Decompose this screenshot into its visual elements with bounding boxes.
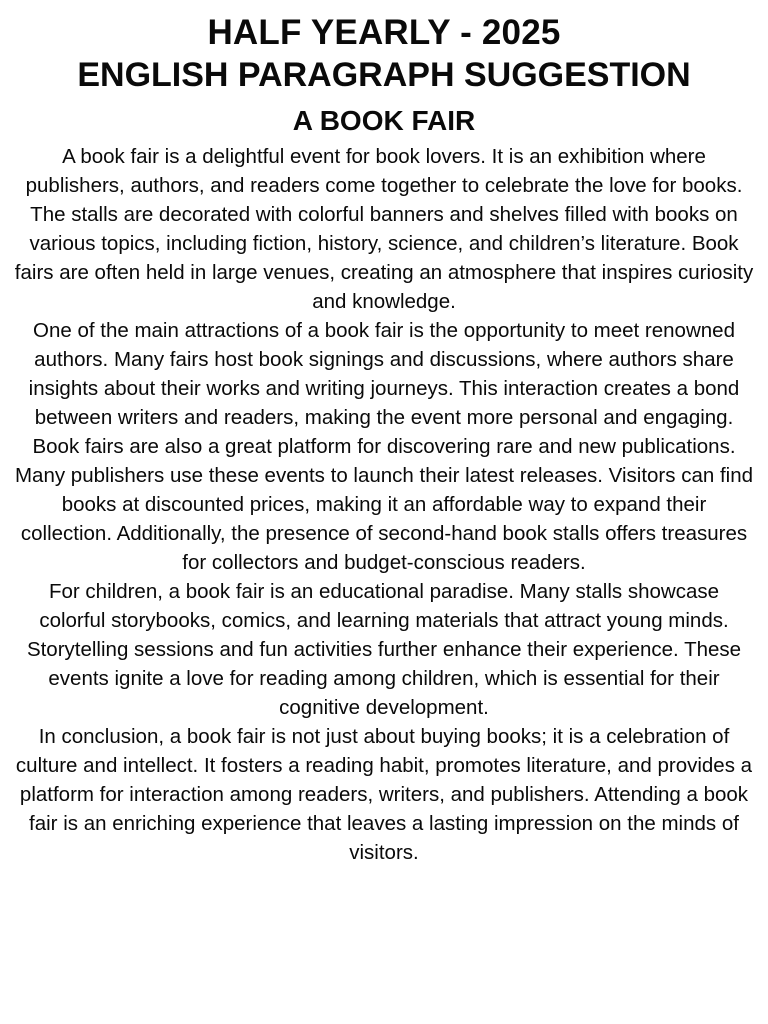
paragraph-publications: Book fairs are also a great platform for discovering rare and new publications. Many publishers use these events to launch their latest releases. Visitors can find books at discounted prices, making it an affordable way to expand their collection. Additionally, the presence of second-hand book stalls offers treasures for collectors and budget-conscious readers. (14, 435, 754, 574)
document-title: ENGLISH PARAGRAPH SUGGESTION (77, 56, 691, 94)
paragraph-intro: A book fair is a delightful event for book lovers. It is an exhibition where publishers, authors, and readers come together to celebrate the love for books. The stalls are decorated with colorful banners and shelves filled with books on various topics, including fiction, history, science, and children’s literature. Book fairs are often held in large venues, creating an atmosphere that inspires curiosity and knowledge. (14, 145, 754, 313)
topic-title: A BOOK FAIR (292, 105, 476, 136)
exam-title: HALF YEARLY - 2025 (207, 13, 561, 52)
paragraph-children: For children, a book fair is an educational paradise. Many stalls showcase colorful storybooks, comics, and learning materials that attract young minds. Storytelling sessions and fun activities further enhance their experience. These events ignite a love for reading among children, which is essential for their cognitive development. (26, 580, 742, 719)
paragraph-body (14, 142, 754, 867)
paragraph-conclusion: In conclusion, a book fair is not just about buying books; it is a celebration of culture and intellect. It fosters a reading habit, promotes literature, and provides a platform for interaction among readers, writers, and publishers. Attending a book fair is an enriching experience that leaves a lasting impression on the minds of visitors. (15, 725, 753, 864)
paragraph-authors: One of the main attractions of a book fair is the opportunity to meet renowned authors. Many fairs host book signings and discussions, where authors share insights about their works and writing journeys. This interaction creates a bond between writers and readers, making the event more personal and engaging. (28, 319, 740, 429)
